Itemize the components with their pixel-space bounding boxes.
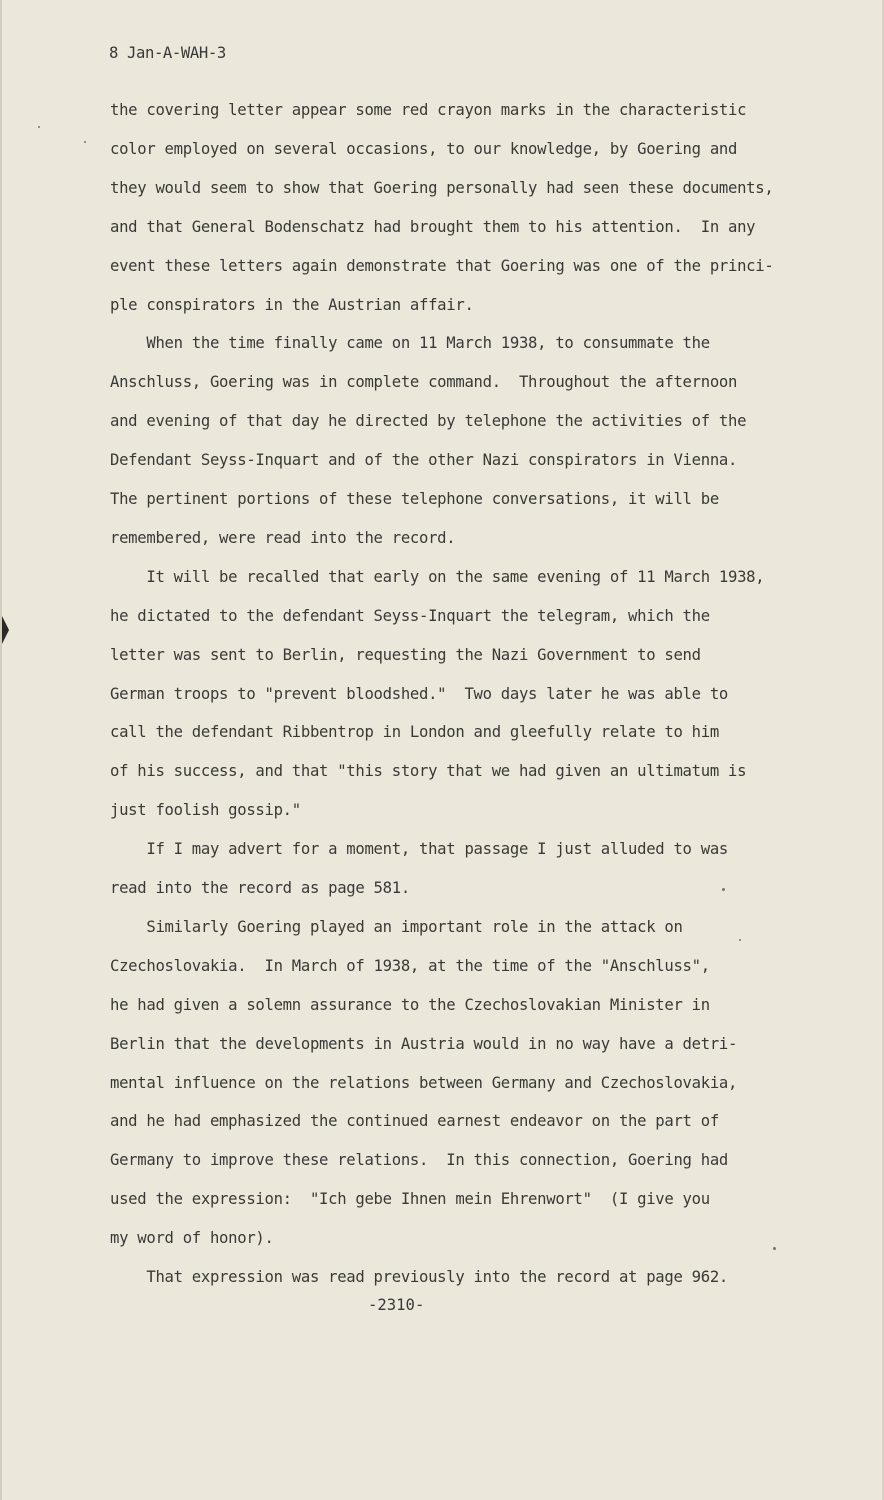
text-line: The pertinent portions of these telephone conversations, it will be bbox=[110, 490, 719, 508]
text-line: he dictated to the defendant Seyss-Inquart the telegram, which the bbox=[110, 606, 710, 625]
text-line: used the expression: "Ich gebe Ihnen mein Ehrenwort" (I give you bbox=[110, 1190, 710, 1209]
text-line: color employed on several occasions, to our knowledge, by Goering and bbox=[110, 139, 738, 158]
text-line: Defendant Seyss-Inquart and of the other Nazi conspirators in Vienna. bbox=[110, 451, 738, 470]
text-line: the covering letter appear some red crayon marks in the characteristic bbox=[110, 101, 747, 119]
text-line: letter was sent to Berlin, requesting the Nazi Government to send bbox=[110, 645, 701, 664]
page-edge-notch bbox=[2, 616, 9, 644]
text-line: Germany to improve these relations. In this connection, Goering had bbox=[110, 1151, 729, 1170]
text-line: my word of honor). bbox=[110, 1229, 274, 1248]
text-line: Berlin that the developments in Austria would in no way have a detri- bbox=[110, 1034, 738, 1053]
paper-speck bbox=[722, 888, 725, 891]
text-line: It will be recalled that early on the same evening of 11 March 1938, bbox=[110, 567, 765, 586]
text-line: event these letters again demonstrate that Goering was one of the princi- bbox=[110, 256, 774, 275]
text-line: and that General Bodenschatz had brought them to his attention. In any bbox=[110, 217, 756, 236]
paper-speck bbox=[84, 141, 86, 143]
text-line: of his success, and that "this story that we had given an ultimatum is bbox=[110, 762, 747, 781]
text-line: and evening of that day he directed by telephone the activities of the bbox=[110, 412, 747, 431]
text-line: If I may advert for a moment, that passage I just alluded to was bbox=[110, 840, 729, 859]
text-line: Similarly Goering played an important role in the attack on bbox=[110, 917, 683, 936]
text-line: Anschluss, Goering was in complete command. Throughout the afternoon bbox=[110, 373, 738, 392]
paper-speck bbox=[739, 939, 741, 941]
text-line: they would seem to show that Goering personally had seen these documents, bbox=[110, 178, 774, 197]
text-line: That expression was read previously into the record at page 962. bbox=[110, 1268, 729, 1286]
text-line: Czechoslovakia. In March of 1938, at the time of the "Anschluss", bbox=[110, 956, 710, 975]
text-line: When the time finally came on 11 March 1938, to consummate the bbox=[110, 334, 710, 353]
document-header: 8 Jan-A-WAH-3 bbox=[109, 44, 226, 62]
text-line: he had given a solemn assurance to the Czechoslovakian Minister in bbox=[110, 995, 710, 1014]
text-line: read into the record as page 581. bbox=[110, 879, 410, 897]
text-line: remembered, were read into the record. bbox=[110, 528, 456, 547]
text-line: ple conspirators in the Austrian affair. bbox=[110, 295, 474, 314]
text-line: German troops to "prevent bloodshed." Two days later he was able to bbox=[110, 684, 729, 703]
paper-speck bbox=[773, 1247, 776, 1250]
paper-speck bbox=[38, 126, 40, 128]
text-line: just foolish gossip." bbox=[110, 801, 301, 820]
text-line: mental influence on the relations between Germany and Czechoslovakia, bbox=[110, 1073, 738, 1092]
page-number: -2310- bbox=[368, 1296, 425, 1314]
text-line: call the defendant Ribbentrop in London and gleefully relate to him bbox=[110, 723, 719, 742]
text-line: and he had emphasized the continued earnest endeavor on the part of bbox=[110, 1112, 719, 1131]
